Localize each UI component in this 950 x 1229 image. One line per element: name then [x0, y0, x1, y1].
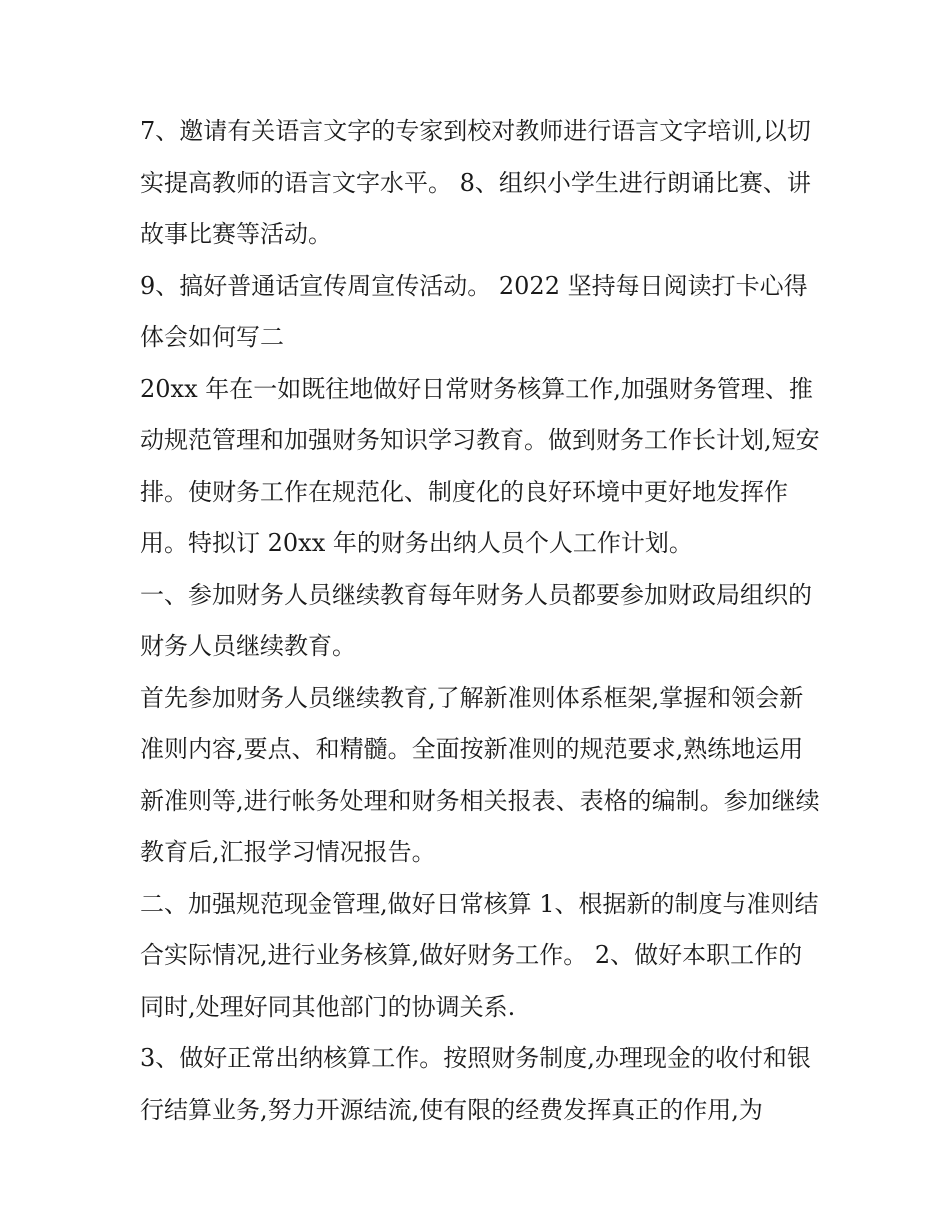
paragraph-item-3: 3、做好正常出纳核算工作。按照财务制度,办理现金的收付和银行结算业务,努力开源结流,使有限的经费发挥真正的作用,为	[140, 1044, 811, 1124]
paragraph-item-7: 7、邀请有关语言文字的专家到校对教师进行语言文字培训,以切实提高教师的语言文字水平。 8、组织小学生进行朗诵比赛、讲故事比赛等活动。	[140, 117, 811, 248]
document-body	[140, 106, 820, 1136]
paragraph-plan-intro: 20xx 年在一如既往地做好日常财务核算工作,加强财务管理、推动规范管理和加强财务知识学习教育。做到财务工作长计划,短安排。使财务工作在规范化、制度化的良好环境中更好地发挥作用。特拟订 20xx 年的财务出纳人员个人工作计划。	[140, 374, 820, 557]
paragraph-section-2: 二、加强规范现金管理,做好日常核算 1、根据新的制度与准则结合实际情况,进行业务核算,做好财务工作。 2、做好本职工作的同时,处理好同其他部门的协调关系.	[140, 889, 819, 1021]
paragraph-item-9: 9、搞好普通话宣传周宣传活动。 2022 坚持每日阅读打卡心得体会如何写二	[140, 271, 808, 351]
paragraph-section-1: 一、参加财务人员继续教育每年财务人员都要参加财政局组织的财务人员继续教育。	[140, 580, 812, 660]
paragraph-continuing-education: 首先参加财务人员继续教育,了解新准则体系框架,掌握和领会新准则内容,要点、和精髓。全面按新准则的规范要求,熟练地运用新准则等,进行帐务处理和财务相关报表、表格的编制。参加继续教育后,汇报学习情况报告。	[140, 683, 820, 866]
